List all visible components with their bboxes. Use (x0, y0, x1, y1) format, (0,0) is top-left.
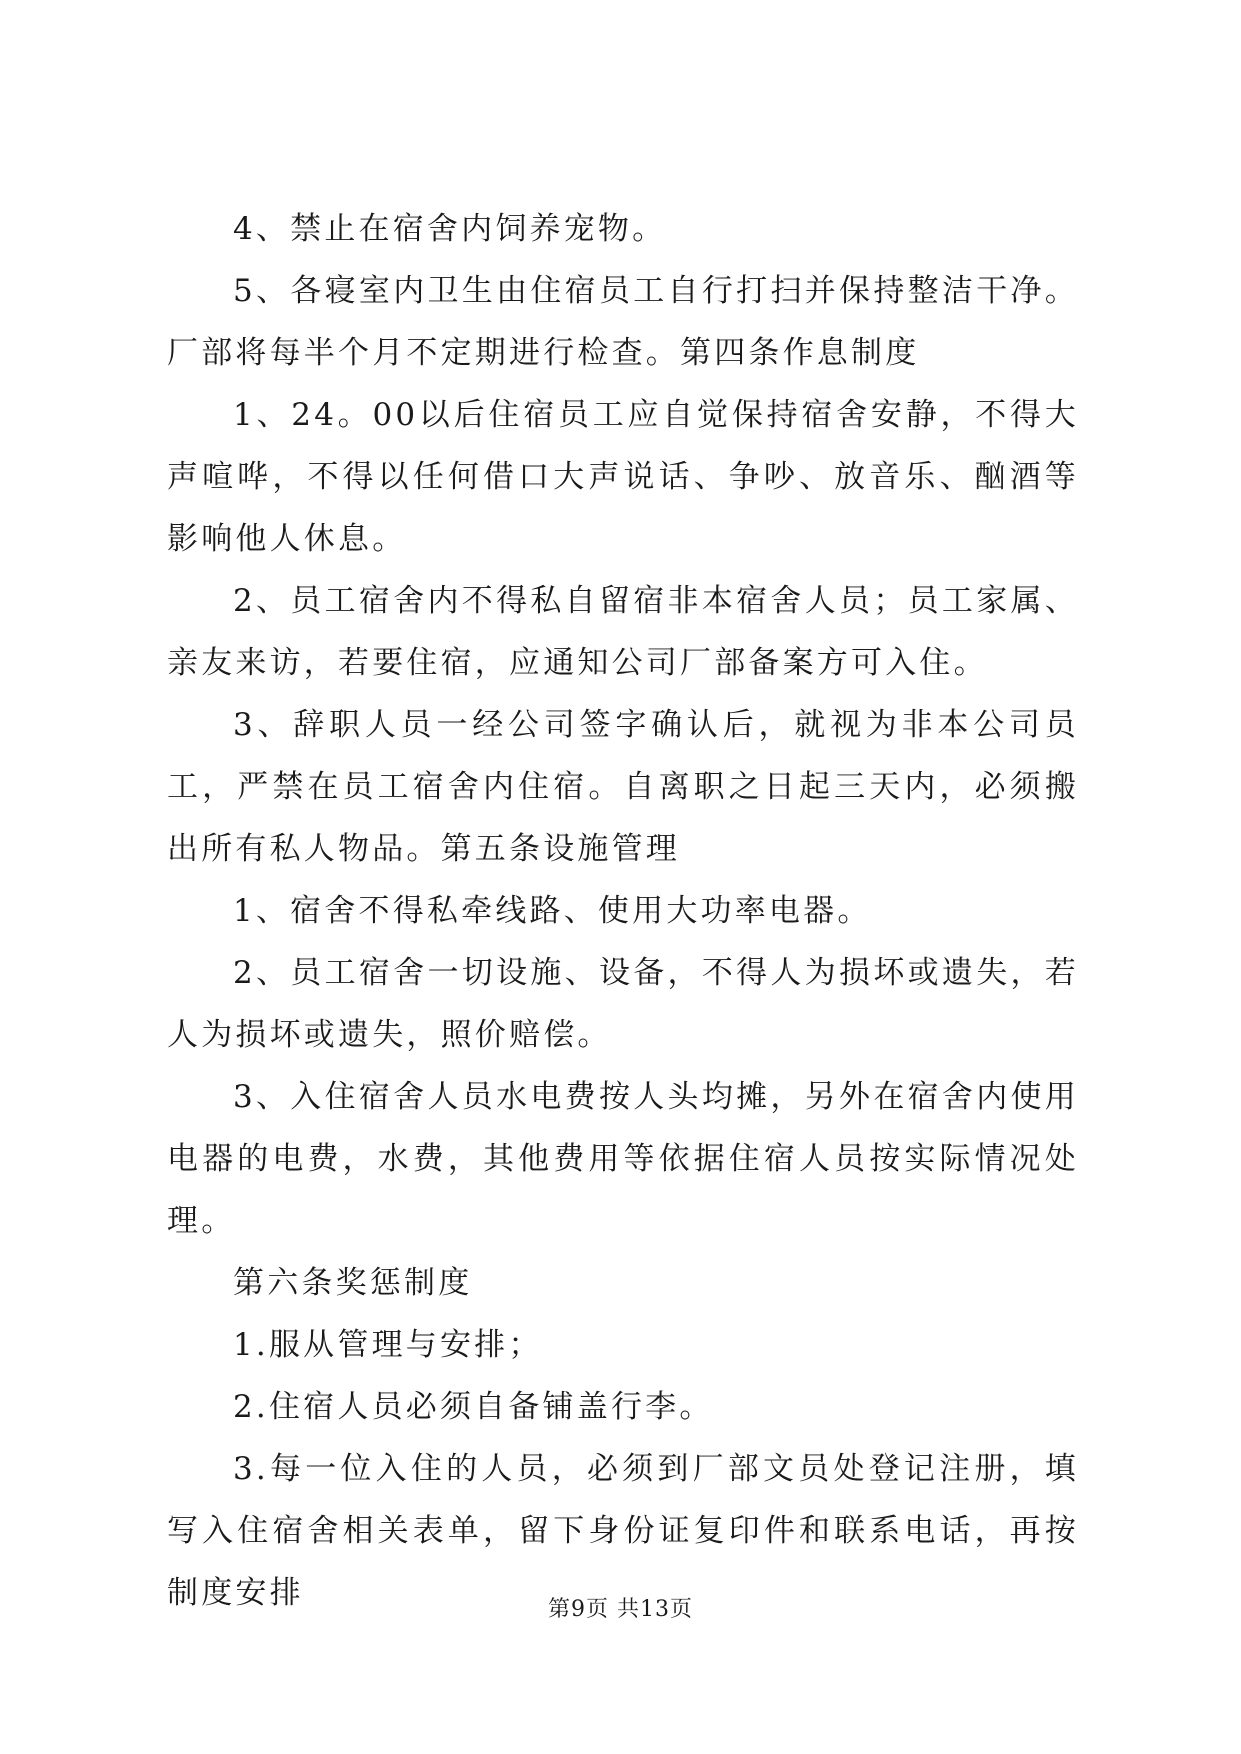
document-body (167, 198, 1079, 1624)
page-number: 第9页 共13页 (548, 1597, 693, 1622)
paragraph-facility-rule-1: 1、宿舍不得私牵线路、使用大功率电器。 (233, 893, 872, 929)
paragraph-reward-rule-1: 1.服从管理与安排； (233, 1327, 543, 1363)
paragraph-rule-4-pets: 4、禁止在宿舍内饲养宠物。 (233, 211, 667, 247)
paragraph-rule-5-hygiene: 5、各寝室内卫生由住宿员工自行打扫并保持整洁干净。厂部将每半个月不定期进行检查。第四条作息制度 (167, 273, 1079, 371)
section-heading-rewards: 第六条奖惩制度 (233, 1265, 473, 1301)
paragraph-rest-rule-3: 3、辞职人员一经公司签字确认后，就视为非本公司员工，严禁在员工宿舍内住宿。自离职之日起三天内，必须搬出所有私人物品。第五条设施管理 (167, 707, 1079, 867)
page-footer (0, 1595, 1241, 1625)
paragraph-rest-rule-2: 2、员工宿舍内不得私自留宿非本宿舍人员；员工家属、亲友来访，若要住宿，应通知公司厂部备案方可入住。 (167, 583, 1079, 681)
paragraph-rest-rule-1: 1、24。00以后住宿员工应自觉保持宿舍安静，不得大声喧哗，不得以任何借口大声说话、争吵、放音乐、酗酒等影响他人休息。 (167, 397, 1079, 557)
paragraph-facility-rule-2: 2、员工宿舍一切设施、设备，不得人为损坏或遗失，若人为损坏或遗失，照价赔偿。 (167, 955, 1079, 1053)
paragraph-reward-rule-3: 3.每一位入住的人员，必须到厂部文员处登记注册，填写入住宿舍相关表单，留下身份证复印件和联系电话，再按制度安排 (167, 1451, 1079, 1611)
paragraph-facility-rule-3: 3、入住宿舍人员水电费按人头均摊，另外在宿舍内使用电器的电费，水费，其他费用等依据住宿人员按实际情况处理。 (167, 1079, 1079, 1239)
paragraph-reward-rule-2: 2.住宿人员必须自备铺盖行李。 (233, 1389, 714, 1425)
